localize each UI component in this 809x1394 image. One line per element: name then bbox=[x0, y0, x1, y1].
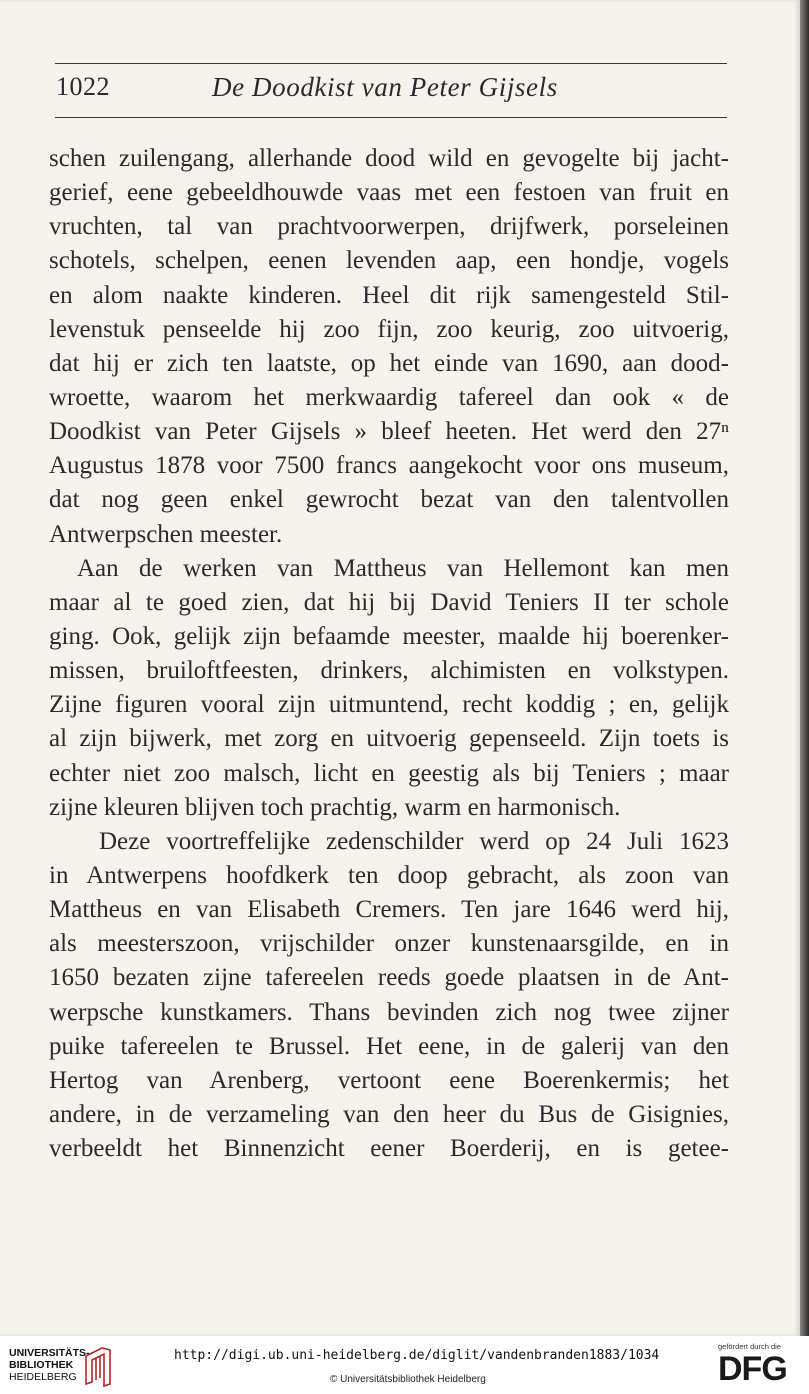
running-title: De Doodkist van Peter Gijsels bbox=[212, 72, 558, 102]
text-line: als meesterszoon, vrijschilder onzer kunstenaarsgilde, en in bbox=[49, 930, 729, 958]
text-line: al zijn bijwerk, met zorg en uitvoerig gepenseeld. Zijn toets is bbox=[49, 725, 729, 753]
text-line: Deze voortreffelijke zedenschilder werd op 24 Juli 1623 bbox=[99, 827, 729, 855]
footer-bar bbox=[0, 1336, 809, 1394]
text-line: Doodkist van Peter Gijsels » bleef heeten. Het werd den 27ⁿ bbox=[49, 418, 729, 446]
text-line: 1650 bezaten zijne tafereelen reeds goede plaatsen in de Ant- bbox=[49, 964, 729, 992]
text-line: dat nog geen enkel gewrocht bezat van den talentvollen bbox=[49, 486, 729, 514]
text-line: schen zuilengang, allerhande dood wild en gevogelte bij jacht- bbox=[49, 145, 729, 172]
library-name bbox=[9, 1347, 90, 1383]
text-line: Zijne figuren vooral zijn uitmuntend, recht koddig ; en, gelijk bbox=[49, 691, 729, 719]
funding-note: gefördert durch die bbox=[718, 1342, 781, 1351]
header-rule-bottom bbox=[55, 117, 727, 118]
permalink-url[interactable]: http://digi.ub.uni-heidelberg.de/diglit/vandenbranden1883/1034 bbox=[174, 1348, 660, 1363]
text-line: dat hij er zich ten laatste, op het einde van 1690, aan dood- bbox=[49, 349, 729, 377]
text-line: puike tafereelen te Brussel. Het eene, in de galerij van den bbox=[49, 1032, 729, 1060]
text-line: Augustus 1878 voor 7500 francs aangekocht voor ons museum, bbox=[49, 452, 729, 480]
text-line: Hertog van Arenberg, vertoont eene Boerenkermis; het bbox=[49, 1066, 729, 1094]
copyright-text: © Universitätsbibliothek Heidelberg bbox=[330, 1374, 486, 1385]
text-line: zijne kleuren blijven toch prachtig, warm en harmonisch. bbox=[49, 793, 621, 821]
library-name-line2: BIBLIOTHEK bbox=[9, 1359, 74, 1371]
text-line: ging. Ook, gelijk zijn befaamde meester, maalde hij boerenker- bbox=[49, 622, 729, 650]
text-line: wroette, waarom het merkwaardig tafereel dan ook « de bbox=[49, 383, 729, 411]
text-line: Antwerpschen meester. bbox=[49, 520, 283, 548]
text-line: in Antwerpens hoofdkerk ten doop gebracht, als zoon van bbox=[49, 861, 729, 889]
text-line: en alom naakte kinderen. Heel dit rijk samengesteld Stil- bbox=[49, 281, 729, 309]
header-rule-top bbox=[55, 63, 727, 64]
text-line: maar al te goed zien, dat hij bij David Teniers II ter schole bbox=[49, 588, 729, 616]
text-line: vruchten, tal van prachtvoorwerpen, drijfwerk, porseleinen bbox=[49, 213, 729, 241]
text-line: echter niet zoo malsch, licht en geestig als bij Teniers ; maar bbox=[49, 759, 729, 787]
library-logo-icon bbox=[82, 1344, 112, 1388]
text-line: Mattheus en van Elisabeth Cremers. Ten jare 1646 werd hij, bbox=[49, 896, 729, 924]
text-line: andere, in de verzameling van den heer du Bus de Gisignies, bbox=[49, 1100, 729, 1128]
text-line: levenstuk penseelde hij zoo fijn, zoo keurig, zoo uitvoerig, bbox=[49, 315, 729, 343]
text-line: missen, bruiloftfeesten, drinkers, alchimisten en volkstypen. bbox=[49, 657, 729, 685]
text-line: werpsche kunstkamers. Thans bevinden zich nog twee zijner bbox=[49, 998, 729, 1026]
page-number: 1022 bbox=[56, 72, 110, 101]
text-line: Aan de werken van Mattheus van Hellemont kan men bbox=[77, 554, 729, 582]
text-line: verbeeldt het Binnenzicht eener Boerderij, en is getee- bbox=[49, 1135, 729, 1163]
library-name-line3: HEIDELBERG bbox=[9, 1371, 77, 1383]
library-name-line1: UNIVERSITÄTS- bbox=[9, 1347, 90, 1359]
text-line: gerief, eene gebeeldhouwde vaas met een festoen van fruit en bbox=[49, 179, 729, 207]
text-line: schotels, schelpen, eenen levenden aap, een hondje, vogels bbox=[49, 247, 729, 275]
body-text bbox=[49, 142, 729, 1166]
dfg-logo: DFG bbox=[718, 1350, 787, 1388]
page-edge-shadow bbox=[800, 0, 809, 1336]
